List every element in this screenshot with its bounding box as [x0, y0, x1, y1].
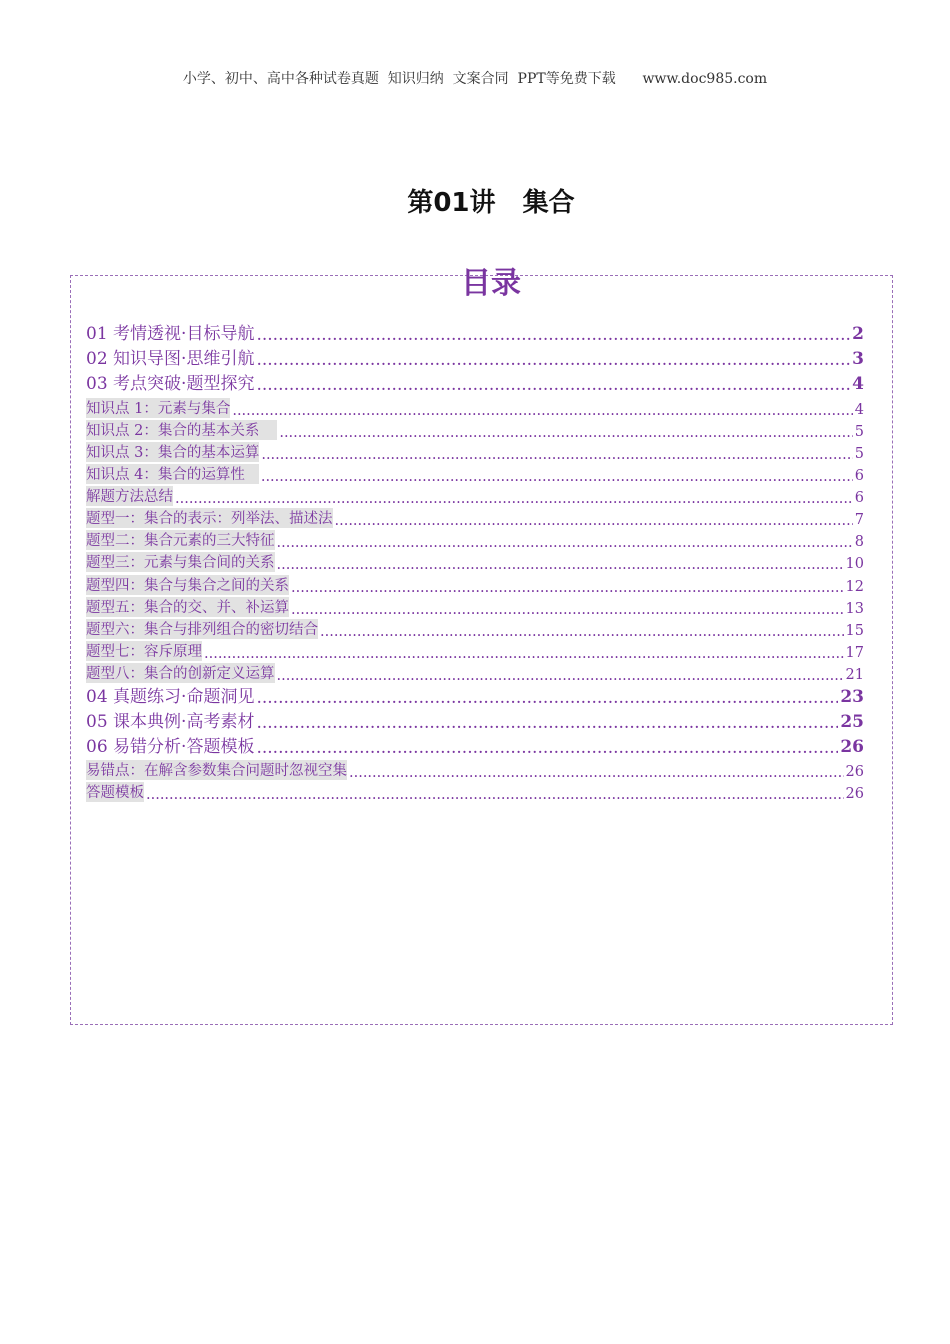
toc-page-number: 13 — [845, 601, 864, 617]
toc-entry-text: 题型八：集合的创新定义运算 — [86, 663, 275, 683]
toc-page-number: 5 — [854, 446, 864, 462]
toc-entry[interactable] — [86, 372, 864, 394]
toc-entry[interactable] — [86, 420, 864, 440]
toc-entry[interactable] — [86, 663, 864, 683]
toc-entry[interactable] — [86, 530, 864, 550]
toc-entry[interactable] — [86, 710, 864, 732]
toc-leader-dots — [232, 404, 852, 419]
toc-leader-dots — [335, 514, 853, 529]
toc-entry-text: 01 考情透视·目标导航 — [86, 324, 255, 344]
toc-entry-text: 解题方法总结 — [86, 486, 173, 506]
toc-leader-dots — [277, 558, 844, 573]
toc-page-number: 6 — [854, 468, 864, 484]
toc-entry-text: 知识点 4：集合的运算性 — [86, 464, 259, 484]
toc-entry-text: 03 考点突破·题型探究 — [86, 374, 255, 394]
toc-leader-dots — [349, 766, 844, 781]
toc-entry-text: 知识点 2：集合的基本关系 — [86, 420, 277, 440]
toc-leader-dots — [256, 377, 850, 394]
toc-page-number: 15 — [845, 623, 864, 639]
toc-entry[interactable] — [86, 760, 864, 780]
toc-entry-text: 题型五：集合的交、并、补运算 — [86, 597, 289, 617]
toc-entry-text: 知识点 3：集合的基本运算 — [86, 442, 259, 462]
toc-heading: 目录 — [461, 266, 521, 301]
toc-page-number: 21 — [845, 667, 864, 683]
toc-entry-text: 题型二：集合元素的三大特征 — [86, 530, 275, 550]
toc-entry-text: 答题模板 — [86, 782, 144, 802]
page-header: 小学、初中、高中各种试卷真题 知识归纳 文案合同 PPT等免费下载 www.doc985.com — [182, 71, 768, 87]
toc-leader-dots — [256, 327, 850, 344]
toc-leader-dots — [261, 448, 852, 463]
toc-page-number: 12 — [845, 579, 864, 595]
toc-page-number: 7 — [854, 512, 864, 528]
toc-entry-text: 题型七：容斥原理 — [86, 641, 202, 661]
toc-entry-text: 05 课本典例·高考素材 — [86, 712, 255, 732]
toc-leader-dots — [256, 352, 850, 369]
toc-entry[interactable] — [86, 486, 864, 506]
toc-leader-dots — [277, 536, 853, 551]
toc-entry-text: 06 易错分析·答题模板 — [86, 737, 255, 757]
toc-entry[interactable] — [86, 575, 864, 595]
toc-entry[interactable] — [86, 641, 864, 661]
toc-leader-dots — [204, 647, 844, 662]
toc-page-number: 26 — [845, 786, 864, 802]
toc-leader-dots — [320, 625, 844, 640]
toc-leader-dots — [291, 581, 844, 596]
toc-entry-text: 题型一：集合的表示：列举法、描述法 — [86, 508, 333, 528]
toc-entry[interactable] — [86, 685, 864, 707]
toc-page-number: 8 — [854, 534, 864, 550]
toc-entry-text: 易错点：在解含参数集合问题时忽视空集 — [86, 760, 347, 780]
toc-page-number: 5 — [854, 424, 864, 440]
toc-page-number: 2 — [852, 324, 864, 344]
toc-entry-text: 02 知识导图·思维引航 — [86, 349, 255, 369]
toc-entry[interactable] — [86, 735, 864, 757]
toc-page-number: 4 — [854, 402, 864, 418]
toc-entry[interactable] — [86, 597, 864, 617]
toc-leader-dots — [146, 788, 844, 803]
toc-entry-text: 题型六：集合与排列组合的密切结合 — [86, 619, 318, 639]
toc-page-number: 26 — [845, 764, 864, 780]
toc-page-number: 10 — [845, 556, 864, 572]
document-title: 第01讲 集合 — [407, 188, 575, 218]
toc-entry[interactable] — [86, 398, 864, 418]
toc-entry[interactable] — [86, 552, 864, 572]
toc-entry-text: 题型四：集合与集合之间的关系 — [86, 575, 289, 595]
toc-entry[interactable] — [86, 619, 864, 639]
toc-entry-text: 知识点 1：元素与集合 — [86, 398, 230, 418]
toc-leader-dots — [256, 740, 838, 757]
toc-leader-dots — [291, 603, 844, 618]
toc-page-number: 25 — [840, 712, 864, 732]
toc-entry[interactable] — [86, 508, 864, 528]
toc-page-number: 3 — [852, 349, 864, 369]
toc-page-number: 6 — [854, 490, 864, 506]
toc-page-number: 23 — [840, 687, 864, 707]
toc-entry-text: 04 真题练习·命题洞见 — [86, 687, 255, 707]
toc-entry-text: 题型三：元素与集合间的关系 — [86, 552, 275, 572]
toc-entry[interactable] — [86, 782, 864, 802]
toc-leader-dots — [277, 669, 844, 684]
toc-entry[interactable] — [86, 442, 864, 462]
toc-entry[interactable] — [86, 347, 864, 369]
toc-leader-dots — [175, 492, 853, 507]
toc-page-number: 26 — [840, 737, 864, 757]
toc-page-number: 4 — [852, 374, 864, 394]
toc-leader-dots — [256, 690, 838, 707]
toc-leader-dots — [256, 715, 838, 732]
toc-entry[interactable] — [86, 464, 864, 484]
toc-leader-dots — [261, 470, 853, 485]
toc-page-number: 17 — [845, 645, 864, 661]
toc-leader-dots — [279, 426, 852, 441]
toc-entry[interactable] — [86, 322, 864, 344]
